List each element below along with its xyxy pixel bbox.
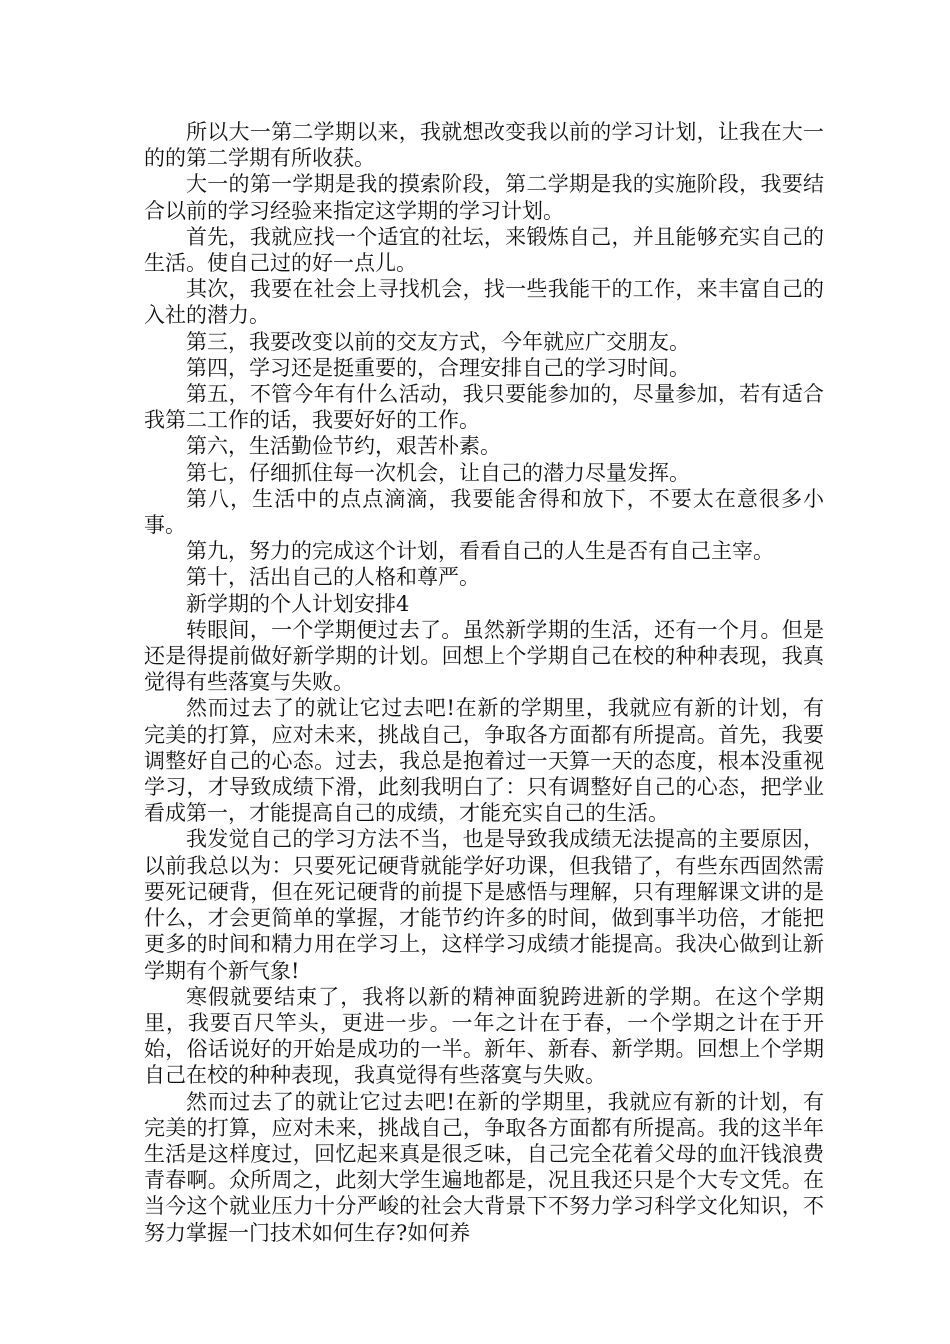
- section-heading: 新学期的个人计划安排4: [186, 591, 410, 616]
- paragraph: 大一的第一学期是我的摸索阶段，第二学期是我的实施阶段，我要结合以前的学习经验来指定这学期的学习计划。: [144, 172, 824, 223]
- paragraph: 然而过去了的就让它过去吧!在新的学期里，我就应有新的计划，有完美的打算，应对未来，挑战自己，争取各方面都有所提高。首先，我要调整好自己的心态。过去，我总是抱着过一天算一天的态度，根本没重视学习，才导致成绩下滑，此刻我明白了：只有调整好自己的心态，把学业看成第一，才能提高自己的成绩，才能充实自己的生活。: [144, 696, 824, 826]
- paragraph: 所以大一第二学期以来，我就想改变我以前的学习计划，让我在大一的的第二学期有所收获。: [144, 120, 824, 171]
- document-page: [144, 119, 824, 1246]
- paragraph: 第八，生活中的点点滴滴，我要能舍得和放下，不要太在意很多小事。: [144, 486, 824, 538]
- paragraph: 转眼间，一个学期便过去了。虽然新学期的生活，还有一个月。但是还是得提前做好新学期的计划。回想上个学期自己在校的种种表现，我真觉得有些落寞与失败。: [144, 617, 824, 695]
- paragraph: 第四，学习还是挺重要的，合理安排自己的学习时间。: [186, 355, 690, 380]
- paragraph: 第三，我要改变以前的交友方式，今年就应广交朋友。: [186, 329, 690, 354]
- paragraph: 首先，我就应找一个适宜的社坛，来锻炼自己，并且能够充实自己的生活。使自己过的好一点儿。: [144, 224, 824, 276]
- paragraph: 第五，不管今年有什么活动，我只要能参加的，尽量参加，若有适合我第二工作的话，我要好好的工作。: [144, 382, 824, 433]
- paragraph: 第十，活出自己的人格和尊严。: [186, 565, 480, 590]
- paragraph: 第九，努力的完成这个计划，看看自己的人生是否有自己主宰。: [186, 539, 774, 564]
- paragraph: 第六，生活勤俭节约，艰苦朴素。: [186, 434, 501, 459]
- paragraph: 我发觉自己的学习方法不当，也是导致我成绩无法提高的主要原因，以前我总以为：只要死记硬背就能学好功课，但我错了，有些东西固然需要死记硬背，但在死记硬背的前提下是感悟与理解，只有理解课文讲的是什么，才会更简单的掌握，才能节约许多的时间，做到事半功倍，才能把更多的时间和精力用在学习上，这样学习成绩才能提高。我决心做到让新学期有个新气象!: [144, 827, 824, 983]
- paragraph: 然而过去了的就让它过去吧!在新的学期里，我就应有新的计划，有完美的打算，应对未来，挑战自己，争取各方面都有所提高。我的这半年生活是这样度过，回忆起来真是很乏味，自己完全花着父母的血汗钱浪费青春啊。众所周之，此刻大学生遍地都是，况且我还只是个大专文凭。在当今这个就业压力十分严峻的社会大背景下不努力学习科学文化知识，不努力掌握一门技术如何生存?如何养: [144, 1089, 824, 1245]
- paragraph: 第七，仔细抓住每一次机会，让自己的潜力尽量发挥。: [186, 460, 690, 485]
- paragraph: 寒假就要结束了，我将以新的精神面貌跨进新的学期。在这个学期里，我要百尺竿头，更进一步。一年之计在于春，一个学期之计在于开始，俗话说好的开始是成功的一半。新年、新春、新学期。回想上个学期自己在校的种种表现，我真觉得有些落寞与失败。: [144, 984, 824, 1088]
- paragraph: 其次，我要在社会上寻找机会，找一些我能干的工作，来丰富自己的入社的潜力。: [144, 277, 824, 328]
